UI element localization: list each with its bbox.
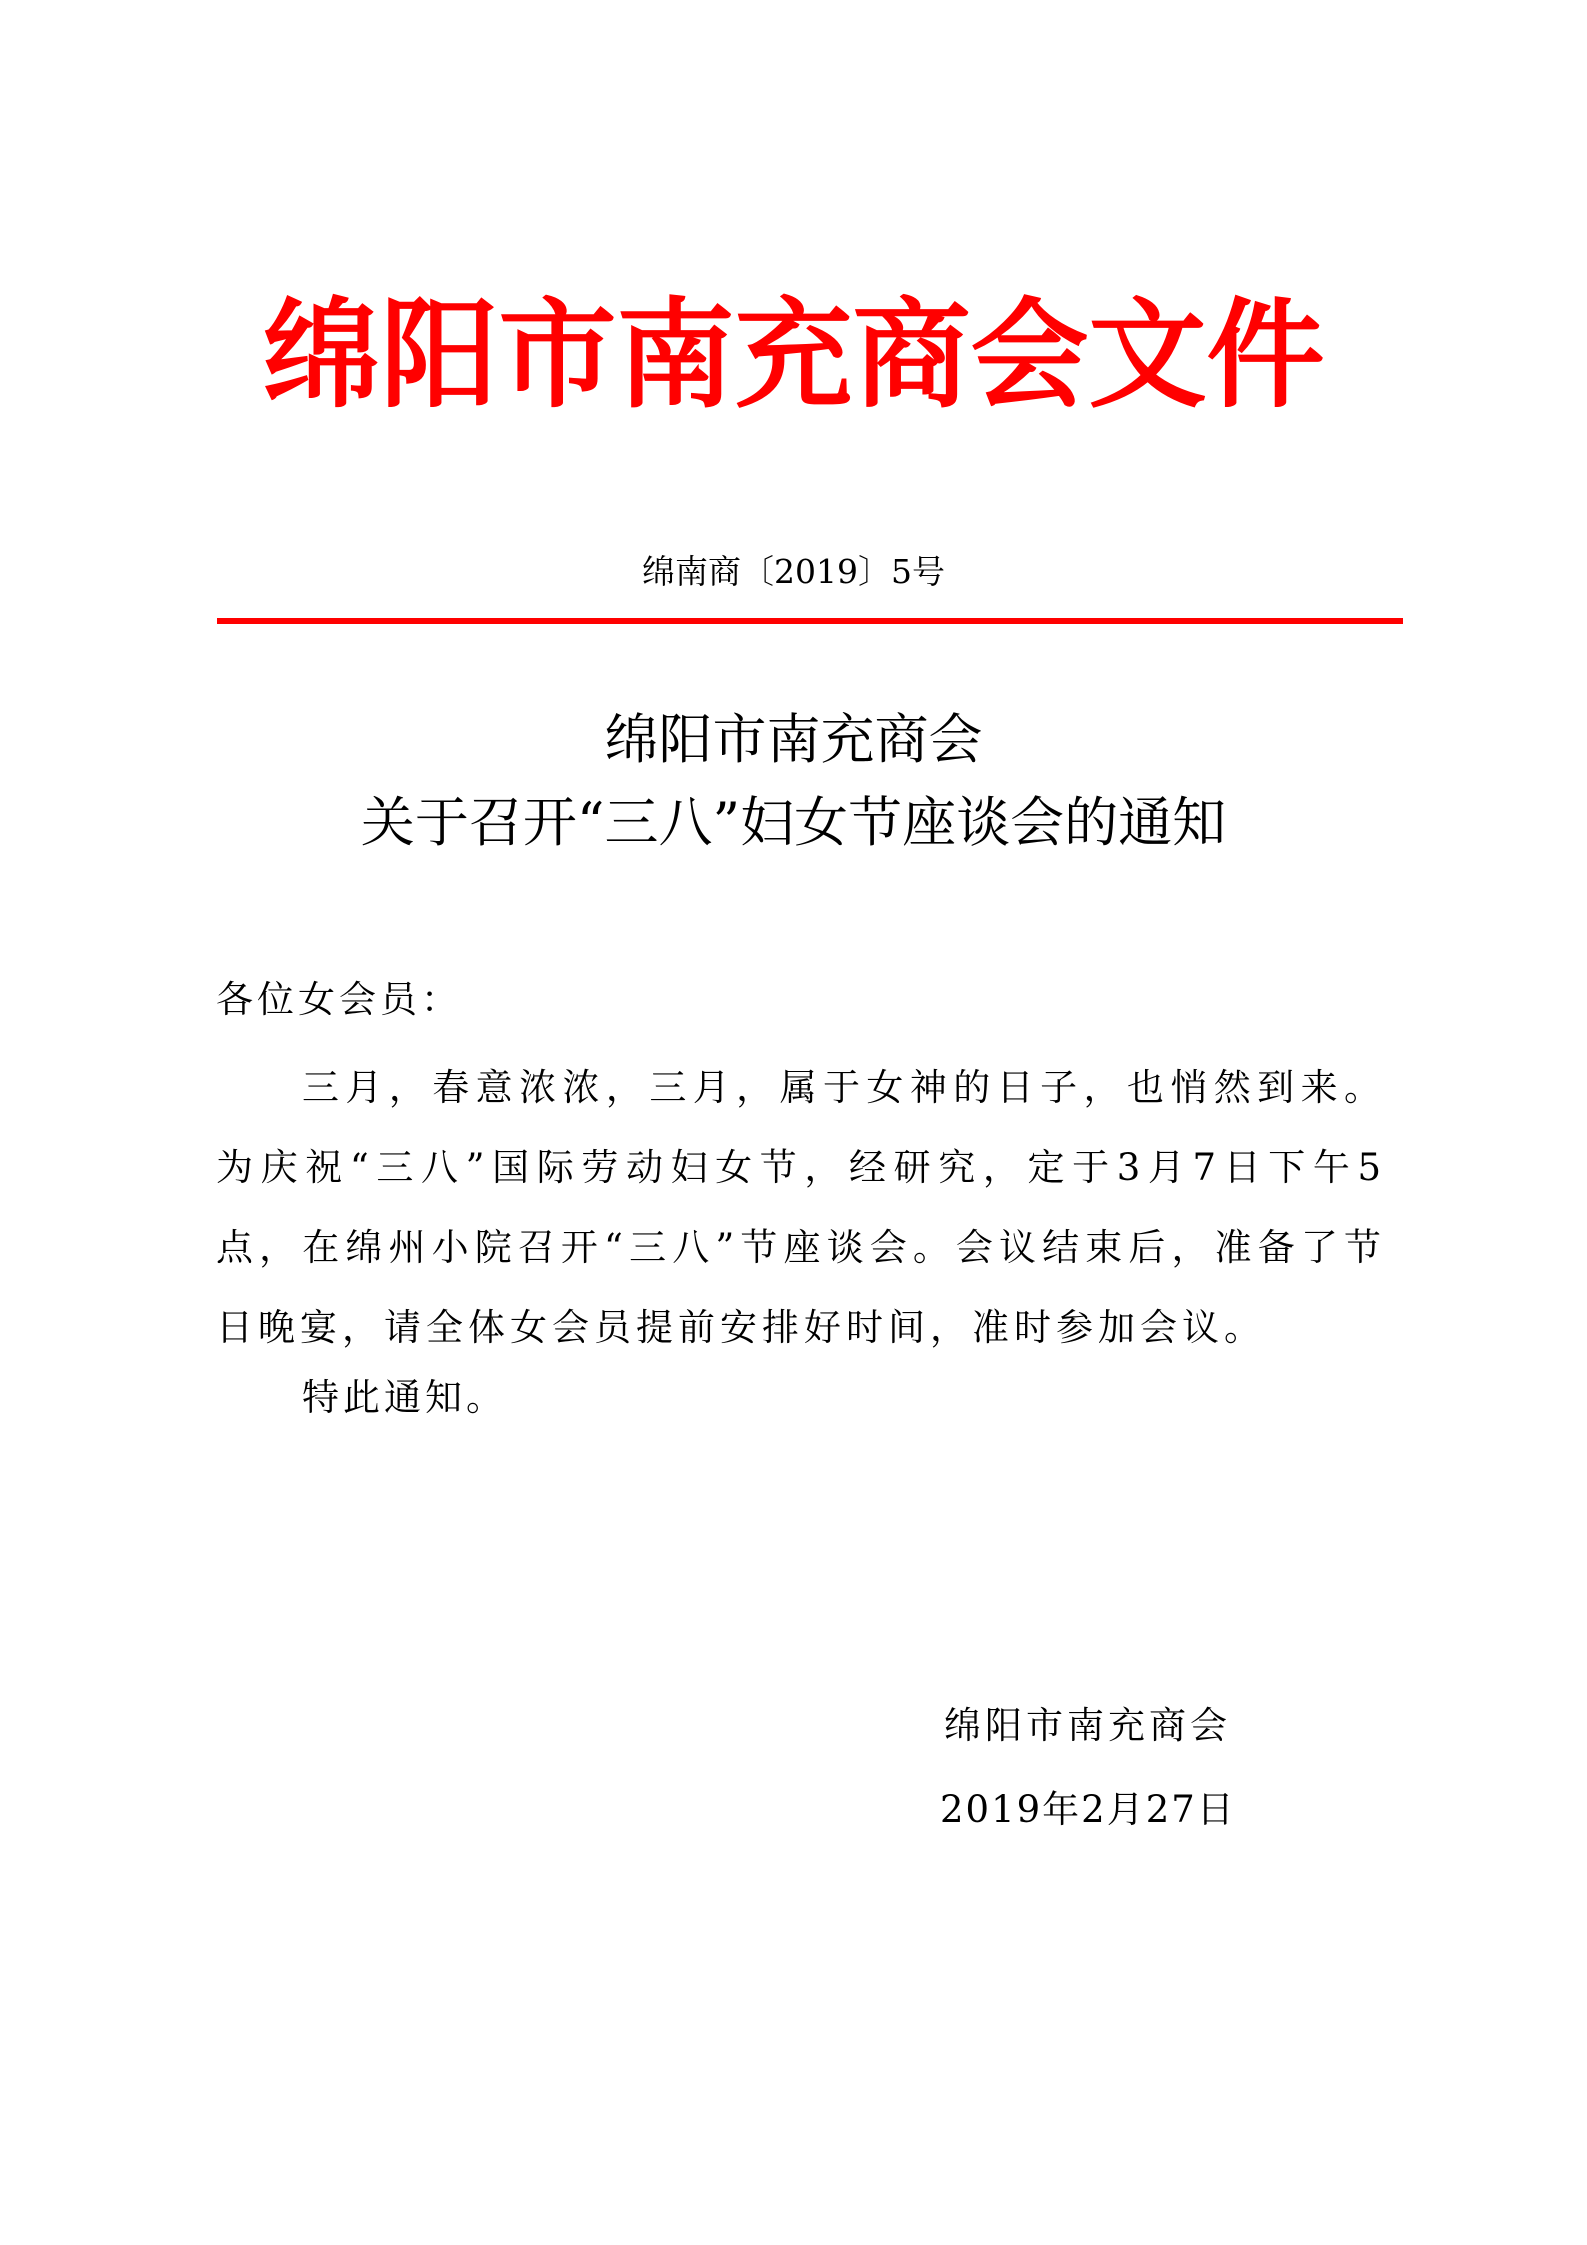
document-header-title: 绵阳市南充商会文件 (262, 286, 1325, 424)
signature-organization: 绵阳市南充商会 (944, 1704, 1231, 1747)
notice-title-issuer: 绵阳市南充商会 (604, 708, 983, 771)
salutation: 各位女会员： (216, 978, 462, 1021)
document-number: 绵南商〔2019〕5号 (642, 552, 945, 591)
red-divider-line (217, 618, 1403, 624)
body-paragraph: 三月，春意浓浓，三月，属于女神的日子，也悄然到来。为庆祝“三八”国际劳动妇女节，经研究，定于3月7日下午5点，在绵州小院召开“三八”节座谈会。会议结束后，准备了节日晚宴，请全体女会员提前安排好时间，准时参加会议。 (216, 1066, 1386, 1349)
closing-line: 特此通知。 (302, 1376, 507, 1419)
notice-title-subject: 关于召开“三八”妇女节座谈会的通知 (360, 791, 1227, 854)
issue-date: 2019年2月27日 (940, 1788, 1236, 1831)
